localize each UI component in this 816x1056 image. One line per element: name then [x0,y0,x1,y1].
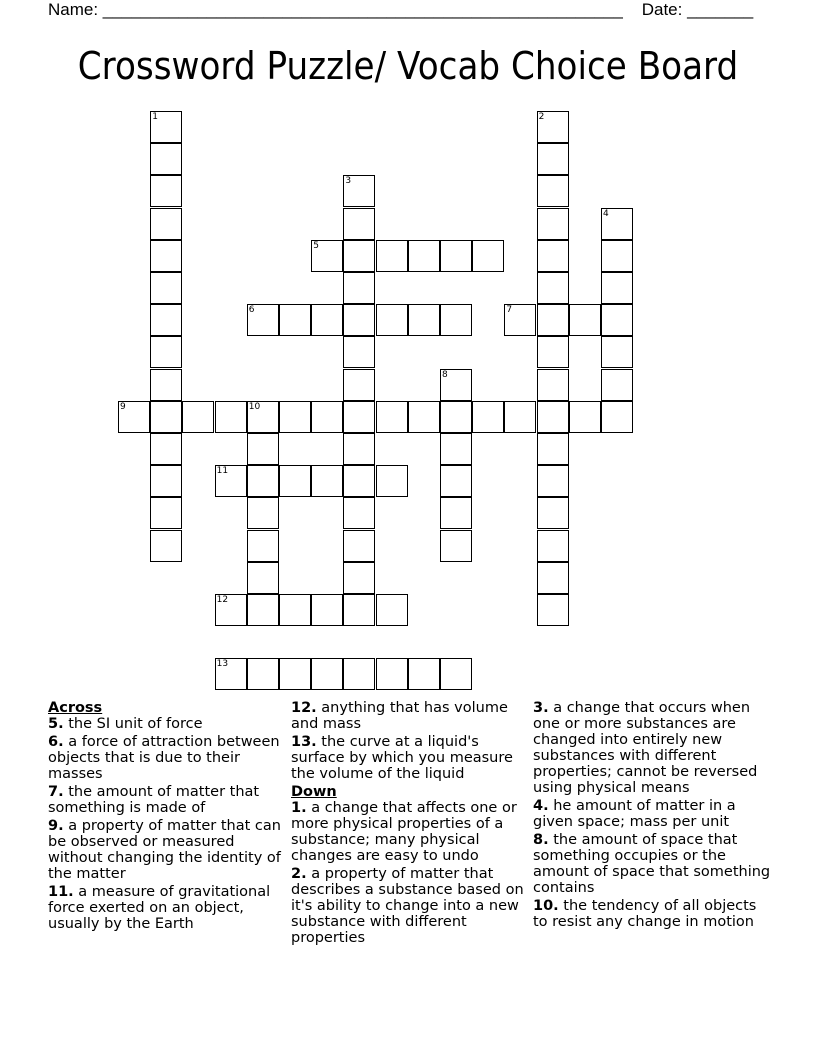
grid-cell[interactable] [150,336,182,368]
grid-cell[interactable] [247,497,279,529]
grid-cell[interactable] [215,658,247,690]
clue-number: 3. [533,700,549,716]
grid-cell[interactable] [247,304,279,336]
grid-cell[interactable] [472,401,504,433]
clue-item [291,800,531,864]
grid-cell[interactable] [440,369,472,401]
grid-cell[interactable] [376,465,408,497]
clue-item [48,884,288,932]
clue-item [533,700,773,796]
name-label: Name: [48,0,103,19]
grid-cell[interactable] [537,594,569,626]
grid-cell[interactable] [440,465,472,497]
grid-cell[interactable] [311,401,343,433]
cell-number: 1 [152,112,158,122]
grid-cell[interactable] [537,208,569,240]
clue-number: 13. [291,734,317,750]
grid-cell[interactable] [537,304,569,336]
cell-number: 3 [345,176,352,187]
clues-column-1 [48,700,288,934]
cell-number: 10 [248,401,261,412]
grid-cell[interactable] [537,336,569,368]
clues-column-2 [291,700,531,948]
clue-item [48,818,288,882]
grid-cell[interactable] [537,562,569,594]
clue-number: 5. [48,716,64,732]
grid-cell[interactable] [569,304,601,336]
grid-cell[interactable] [150,369,182,401]
clue-text: a force of attraction between objects that is due to their masses [48,734,280,782]
grid-cell[interactable] [247,530,279,562]
grid-cell[interactable] [537,497,569,529]
clue-number: 9. [48,818,64,834]
clue-text: anything that has volume and mass [291,700,508,732]
grid-cell[interactable] [601,401,633,433]
grid-cell[interactable] [440,497,472,529]
grid-cell[interactable] [601,208,633,240]
clue-text: the tendency of all objects to resist any change in motion [533,898,757,930]
grid-cell[interactable] [601,304,633,336]
clue-item [533,898,773,930]
date-blank[interactable]: _______ [687,0,754,19]
grid-cell[interactable] [247,658,279,690]
grid-cell[interactable] [118,401,150,433]
grid-cell[interactable] [601,369,633,401]
grid-cell[interactable] [150,497,182,529]
grid-cell[interactable] [311,658,343,690]
grid-cell[interactable] [150,272,182,304]
grid-cell[interactable] [182,401,214,433]
grid-cell[interactable] [408,304,440,336]
clue-text: the SI unit of force [63,716,203,732]
grid-cell[interactable] [343,594,375,626]
grid-cell[interactable] [537,175,569,207]
down-heading: Down [291,784,337,800]
grid-cell[interactable] [537,272,569,304]
grid-cell[interactable] [472,240,504,272]
grid-cell[interactable] [247,562,279,594]
grid-cell[interactable] [504,304,536,336]
grid-cell[interactable] [537,530,569,562]
clue-number: 8. [533,832,549,848]
grid-cell[interactable] [343,369,375,401]
grid-cell[interactable] [343,497,375,529]
name-blank[interactable]: _______________________________________________________ [102,0,623,19]
cell-number: 2 [538,112,545,122]
grid-cell[interactable] [376,240,408,272]
grid-cell[interactable] [376,304,408,336]
grid-cell[interactable] [440,433,472,465]
grid-cell[interactable] [247,594,279,626]
cell-number: 6 [248,305,255,316]
grid-cell[interactable] [601,336,633,368]
grid-cell[interactable] [537,433,569,465]
grid-cell[interactable] [279,401,311,433]
grid-cell[interactable] [504,401,536,433]
grid-cell[interactable] [537,465,569,497]
grid-cell[interactable] [537,143,569,175]
grid-cell[interactable] [537,111,569,143]
date-label: Date: [641,0,688,19]
page-title: Crossword Puzzle/ Vocab Choice Board [77,44,739,88]
grid-cell[interactable] [343,208,375,240]
clue-text: a property of matter that can be observed or measured without changing the identity of the matter [48,818,281,882]
grid-cell[interactable] [440,658,472,690]
clue-number: 4. [533,798,549,814]
grid-cell[interactable] [343,401,375,433]
clue-item [48,784,288,816]
grid-cell[interactable] [376,658,408,690]
clue-number: 6. [48,734,64,750]
clue-text: the curve at a liquid's surface by which you measure the volume of the liquid [291,734,513,782]
grid-cell[interactable] [311,465,343,497]
clues-column-3 [533,700,773,932]
grid-cell[interactable] [150,111,182,143]
grid-cell[interactable] [343,658,375,690]
cell-number: 12 [216,595,229,605]
grid-cell[interactable] [569,401,601,433]
grid-cell[interactable] [150,175,182,207]
grid-cell[interactable] [343,304,375,336]
grid-cell[interactable] [343,433,375,465]
clue-text: a change that occurs when one or more substances are changed into entirely new substances with different properties; cannot be reversed using physical means [533,700,758,796]
grid-cell[interactable] [150,530,182,562]
cell-number: 11 [216,466,229,477]
grid-cell[interactable] [440,530,472,562]
grid-cell[interactable] [440,304,472,336]
grid-cell[interactable] [408,240,440,272]
clue-number: 11. [48,884,74,900]
grid-cell[interactable] [279,594,311,626]
cell-number: 13 [216,659,229,670]
grid-cell[interactable] [601,272,633,304]
grid-cell[interactable] [343,562,375,594]
cell-number: 7 [506,305,513,316]
grid-cell[interactable] [343,530,375,562]
grid-cell[interactable] [343,465,375,497]
cell-number: 8 [442,369,448,380]
grid-cell[interactable] [537,401,569,433]
grid-cell[interactable] [601,240,633,272]
grid-cell[interactable] [247,401,279,433]
clue-item [291,866,531,946]
grid-cell[interactable] [215,594,247,626]
grid-cell[interactable] [311,240,343,272]
grid-cell[interactable] [279,304,311,336]
clue-text: a property of matter that describes a substance based on it's ability to change into a new substance with different properties [291,866,524,946]
clue-number: 7. [48,784,64,800]
clue-item [533,798,773,830]
across-heading: Across [48,700,103,716]
clue-text: a measure of gravitational force exerted on an object, usually by the Earth [48,884,271,932]
clue-number: 1. [291,800,307,816]
grid-cell[interactable] [343,272,375,304]
grid-cell[interactable] [408,401,440,433]
grid-cell[interactable] [279,658,311,690]
grid-cell[interactable] [150,465,182,497]
grid-cell[interactable] [215,401,247,433]
grid-cell[interactable] [343,240,375,272]
grid-cell[interactable] [311,594,343,626]
clue-item [533,832,773,896]
grid-cell[interactable] [247,433,279,465]
grid-cell[interactable] [537,240,569,272]
grid-cell[interactable] [150,143,182,175]
clue-text: a change that affects one or more physical properties of a substance; many physical changes are easy to undo [291,800,517,864]
clue-item [291,734,531,782]
cell-number: 5 [313,240,319,251]
clue-text: he amount of matter in a given space; mass per unit [533,798,736,830]
grid-cell[interactable] [150,433,182,465]
grid-cell[interactable] [376,594,408,626]
grid-cell[interactable] [376,401,408,433]
grid-cell[interactable] [343,175,375,207]
grid-cell[interactable] [343,336,375,368]
clue-item [48,734,288,782]
cell-number: 9 [120,401,126,412]
clue-number: 2. [291,866,307,882]
grid-cell[interactable] [150,401,182,433]
clue-text: the amount of matter that something is made of [48,784,260,816]
grid-cell[interactable] [215,465,247,497]
grid-cell[interactable] [150,240,182,272]
clue-number: 12. [291,700,317,716]
grid-cell[interactable] [150,208,182,240]
clue-number: 10. [533,898,559,914]
grid-cell[interactable] [150,304,182,336]
grid-cell[interactable] [440,240,472,272]
grid-cell[interactable] [247,465,279,497]
grid-cell[interactable] [408,658,440,690]
grid-cell[interactable] [440,401,472,433]
grid-cell[interactable] [279,465,311,497]
cell-number: 4 [603,208,609,219]
grid-cell[interactable] [537,369,569,401]
clue-item [48,716,288,732]
grid-cell[interactable] [311,304,343,336]
clue-item [291,700,531,732]
clue-text: the amount of space that something occupies or the amount of space that something contains [533,832,771,896]
